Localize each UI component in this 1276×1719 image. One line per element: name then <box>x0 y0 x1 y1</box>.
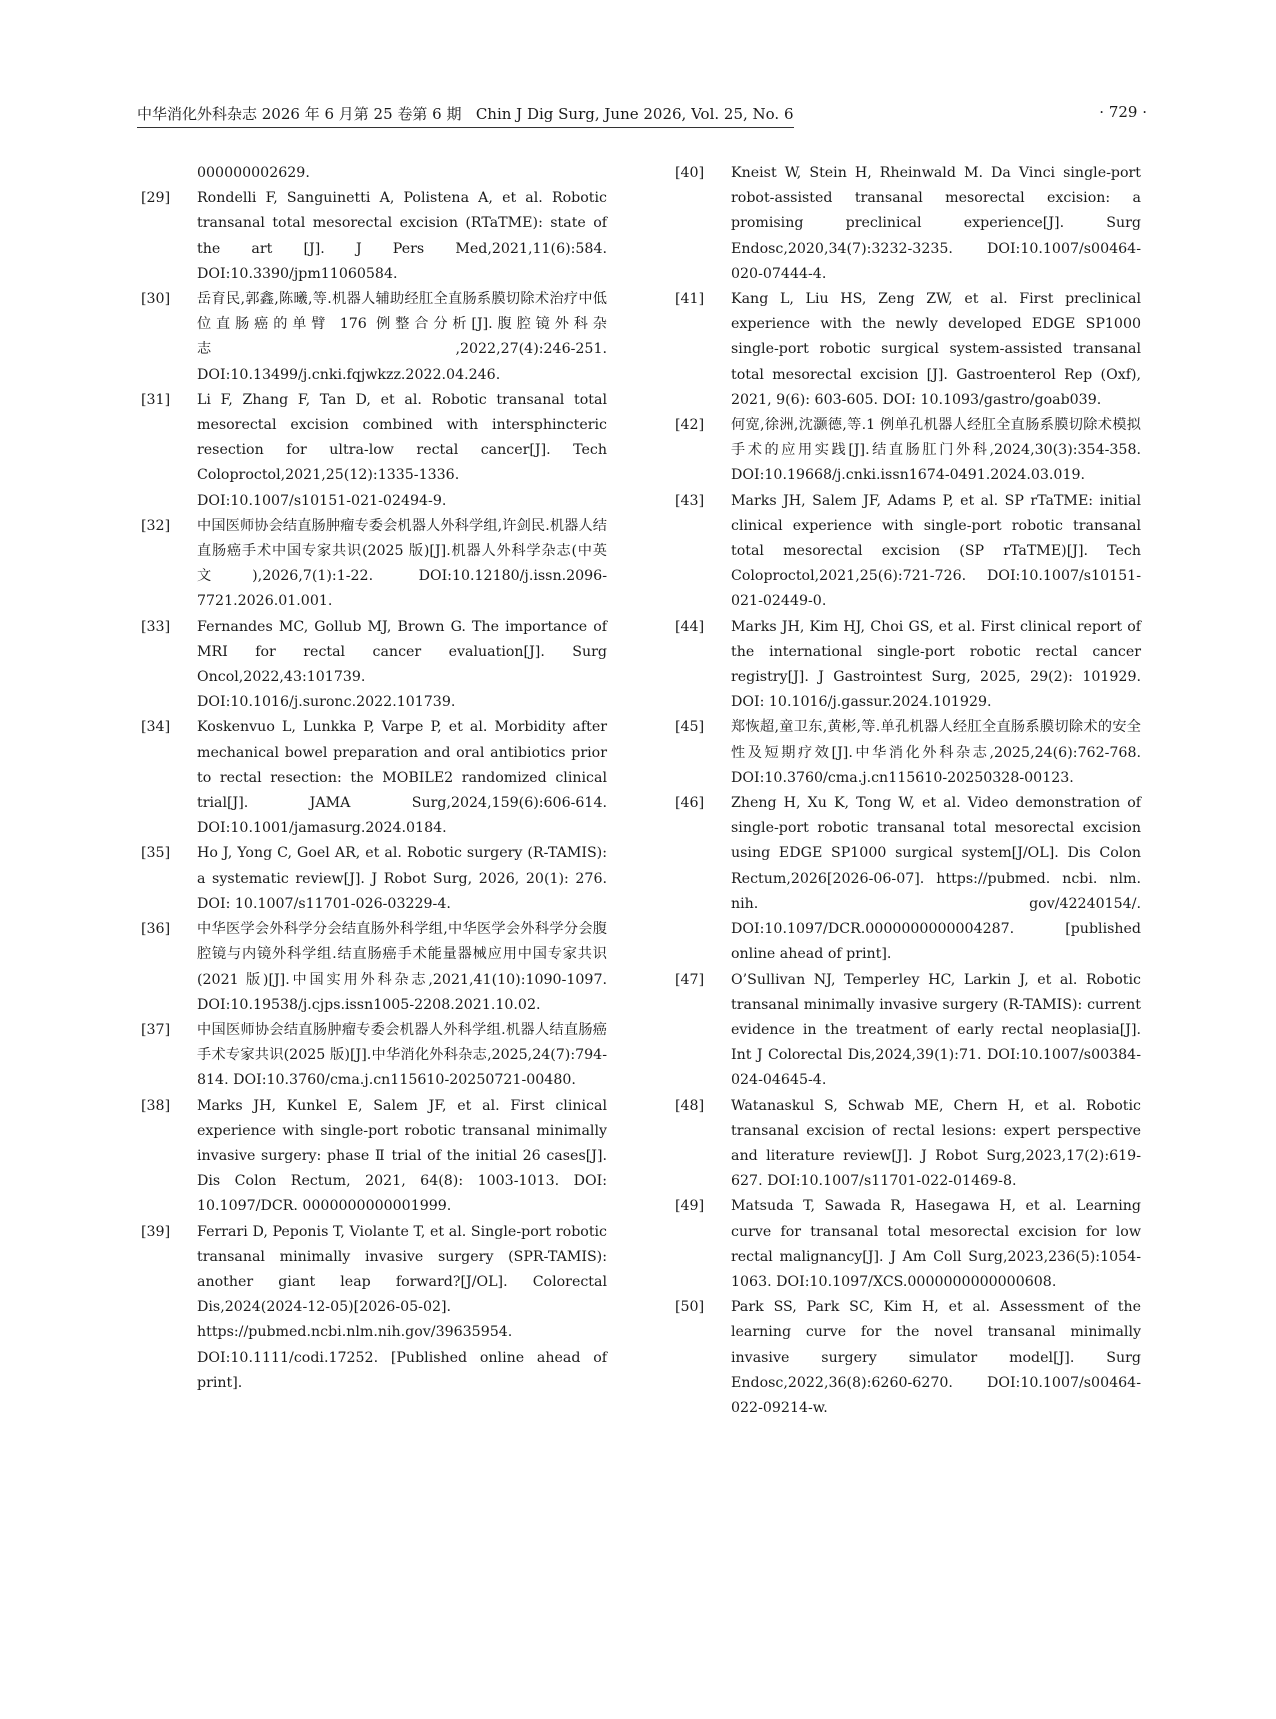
reference-item <box>671 413 1141 489</box>
reference-number: [33] <box>141 618 171 635</box>
reference-number: [31] <box>141 391 171 408</box>
reference-list-right <box>671 161 1141 1421</box>
reference-text: Marks JH, Salem JF, Adams P, et al. SP rTaTME: initial clinical experience with single-port robotic transanal total mesorectal excision (SP rTaTME)[J]. Tech Coloproctol,2021,25(6):721-726. DOI:10.1007/s10151-021-02449-0. <box>731 492 1141 610</box>
reference-text: 郑恢超,童卫东,黄彬,等.单孔机器人经肛全直肠系膜切除术的安全性及短期疗效[J].中华消化外科杂志,2025,24(6):762-768. DOI:10.3760/cma.j.cn115610-20250328-00123. <box>731 719 1141 786</box>
reference-item <box>671 791 1141 967</box>
reference-item <box>671 968 1141 1094</box>
reference-text: Rondelli F, Sanguinetti A, Polistena A, et al. Robotic transanal total mesorectal excision (RTaTME): state of the art [J]. J Pers Med,2021,11(6):584. DOI:10.3390/jpm11060584. <box>197 190 607 282</box>
reference-text: Fernandes MC, Gollub MJ, Brown G. The importance of MRI for rectal cancer evaluation[J]. Surg Oncol,2022,43:101739. DOI:10.1016/j.suronc.2022.101739. <box>197 618 607 711</box>
reference-text: Marks JH, Kim HJ, Choi GS, et al. First clinical report of the international single-port robotic rectal cancer registry[J]. J Gastrointest Surg, 2025, 29(2): 101929. DOI: 10.1016/j.gassur.2024.101929. <box>731 618 1141 711</box>
journal-title-en: Chin J Dig Surg, June 2026, Vol. 25, No. 6 <box>475 105 794 123</box>
reference-number: [36] <box>141 921 171 938</box>
reference-column-right <box>671 161 1141 1421</box>
reference-item <box>671 489 1141 615</box>
reference-item <box>671 615 1141 716</box>
page-number: · 729 · <box>1099 103 1147 121</box>
reference-text: 何宽,徐洲,沈灏德,等.1 例单孔机器人经肛全直肠系膜切除术模拟手术的应用实践[J].结直肠肛门外科,2024,30(3):354-358. DOI:10.19668/j.cnki.issn1674-0491.2024.03.019. <box>731 417 1141 484</box>
reference-number: [35] <box>141 845 171 862</box>
reference-text: Koskenvuo L, Lunkka P, Varpe P, et al. Morbidity after mechanical bowel preparation and oral antibiotics prior to rectal resection: the MOBILE2 randomized clinical trial[J]. JAMA Surg,2024,159(6):606-614. DOI:10.1001/jamasurg.2024.0184. <box>197 719 607 837</box>
reference-text: 中国医师协会结直肠肿瘤专委会机器人外科学组.机器人结直肠癌手术专家共识(2025 版)[J].中华消化外科杂志,2025,24(7):794-814. DOI:10.3760/cma.j.cn115610-20250721-00480. <box>197 1021 607 1089</box>
reference-number: [48] <box>675 1097 705 1114</box>
journal-title-cn: 中华消化外科杂志 2026 年 6 月第 25 卷第 6 期 <box>137 105 462 123</box>
reference-item <box>671 1094 1141 1195</box>
reference-number: [39] <box>141 1223 171 1240</box>
reference-text: Marks JH, Kunkel E, Salem JF, et al. First clinical experience with single-port robotic transanal minimally invasive surgery: phase Ⅱ trial of the initial 26 cases[J]. Dis Colon Rectum, 2021, 64(8): 1003-1013. DOI: 10.1097/DCR. 0000000000001999. <box>197 1097 607 1215</box>
reference-number: [49] <box>675 1198 705 1215</box>
reference-text: Watanaskul S, Schwab ME, Chern H, et al. Robotic transanal excision of rectal lesions: expert perspective and literature review[J]. J Robot Surg,2023,17(2):619-627. DOI:10.1007/s11701-022-01469-8. <box>731 1097 1141 1190</box>
reference-number: [37] <box>141 1021 171 1038</box>
reference-number: [32] <box>141 517 171 534</box>
reference-item <box>671 1194 1141 1295</box>
reference-item <box>137 388 607 514</box>
reference-number: [42] <box>675 417 705 434</box>
journal-citation <box>137 103 794 128</box>
reference-number: [47] <box>675 971 705 988</box>
reference-number: [34] <box>141 719 171 736</box>
reference-item <box>671 287 1141 413</box>
reference-item <box>137 715 607 841</box>
reference-text: 岳育民,郭鑫,陈曦,等.机器人辅助经肛全直肠系膜切除术治疗中低位直肠癌的单臂 176 例整合分析[J].腹腔镜外科杂志,2022,27(4):246-251. DOI:10.13499/j.cnki.fqjwkzz.2022.04.246. <box>197 291 607 383</box>
reference-item <box>137 514 607 615</box>
reference-item <box>137 186 607 287</box>
reference-text: 中国医师协会结直肠肿瘤专委会机器人外科学组,许剑民.机器人结直肠癌手术中国专家共识(2025 版)[J].机器人外科学杂志(中英文),2026,7(1):1-22. DOI:10.12180/j.issn.2096-7721.2026.01.001. <box>197 517 607 610</box>
reference-number: [30] <box>141 291 171 308</box>
reference-text: 中华医学会外科学分会结直肠外科学组,中华医学会外科学分会腹腔镜与内镜外科学组.结直肠癌手术能量器械应用中国专家共识(2021 版)[J].中国实用外科杂志,2021,41(10):1090-1097. DOI:10.19538/j.cjps.issn1005-2208.2021.10.02. <box>197 921 607 1013</box>
reference-number: [29] <box>141 190 171 207</box>
reference-continuation: 000000002629. <box>197 165 310 181</box>
running-header <box>137 103 1147 129</box>
reference-item <box>137 841 607 917</box>
reference-number: [44] <box>675 618 705 635</box>
reference-number: [50] <box>675 1299 705 1316</box>
reference-text: Matsuda T, Sawada R, Hasegawa H, et al. Learning curve for transanal total mesorectal excision for low rectal malignancy[J]. J Am Coll Surg,2023,236(5):1054-1063. DOI:10.1097/XCS.0000000000000608. <box>731 1198 1141 1290</box>
reference-text: Ho J, Yong C, Goel AR, et al. Robotic surgery (R-TAMIS): a systematic review[J]. J Robot Surg, 2026, 20(1): 276. DOI: 10.1007/s11701-026-03229-4. <box>197 845 607 912</box>
reference-text: Zheng H, Xu K, Tong W, et al. Video demonstration of single-port robotic transanal total mesorectal excision using EDGE SP1000 surgical system[J/OL]. Dis Colon Rectum,2026[2026-06-07]. https://pubmed. ncbi. nlm. nih. gov/42240154/. DOI:10.1097/DCR.0000000000004287. [published online ahead of print]. <box>731 795 1141 963</box>
reference-item <box>671 1295 1141 1421</box>
reference-item <box>137 1220 607 1396</box>
reference-number: [38] <box>141 1097 171 1114</box>
reference-text: Kneist W, Stein H, Rheinwald M. Da Vinci single-port robot-assisted transanal mesorectal excision: a promising preclinical experience[J]. Surg Endosc,2020,34(7):3232-3235. DOI:10.1007/s00464-020-07444-4. <box>731 165 1141 282</box>
reference-text: Li F, Zhang F, Tan D, et al. Robotic transanal total mesorectal excision combined with intersphincteric resection for ultra-low rectal cancer[J]. Tech Coloproctol,2021,25(12):1335-1336. DOI:10.1007/s10151-021-02494-9. <box>197 391 607 509</box>
reference-item <box>137 917 607 1018</box>
reference-number: [46] <box>675 795 705 812</box>
reference-list-left <box>137 186 607 1396</box>
reference-item <box>137 287 607 388</box>
reference-text: Kang L, Liu HS, Zeng ZW, et al. First preclinical experience with the newly developed EDGE SP1000 single-port robotic surgical system-assisted transanal total mesorectal excision [J]. Gastroenterol Rep (Oxf), 2021, 9(6): 603-605. DOI: 10.1093/gastro/goab039. <box>731 291 1141 408</box>
reference-item <box>137 615 607 716</box>
reference-number: [45] <box>675 719 705 736</box>
reference-item <box>137 1018 607 1094</box>
reference-item <box>137 1094 607 1220</box>
reference-text: Park SS, Park SC, Kim H, et al. Assessment of the learning curve for the novel transanal minimally invasive surgery simulator model[J]. Surg Endosc,2022,36(8):6260-6270. DOI:10.1007/s00464-022-09214-w. <box>731 1299 1141 1416</box>
reference-column-left <box>137 161 607 1396</box>
reference-text: O’Sullivan NJ, Temperley HC, Larkin J, et al. Robotic transanal minimally invasive surgery (R-TAMIS): current evidence in the treatment of early rectal neoplasia[J]. Int J Colorectal Dis,2024,39(1):71. DOI:10.1007/s00384-024-04645-4. <box>731 971 1141 1089</box>
reference-number: [43] <box>675 492 705 509</box>
reference-number: [41] <box>675 291 705 308</box>
reference-item <box>671 161 1141 287</box>
reference-item <box>671 715 1141 791</box>
reference-number: [40] <box>675 165 705 181</box>
reference-text: Ferrari D, Peponis T, Violante T, et al. Single-port robotic transanal minimally invasive surgery (SPR-TAMIS): another giant leap forward?[J/OL]. Colorectal Dis,2024(2024-12-05)[2026-05-02]. https://pubmed.ncbi.nlm.nih.gov/39635954. DOI:10.1111/codi.17252. [Published online ahead of print]. <box>197 1223 607 1391</box>
